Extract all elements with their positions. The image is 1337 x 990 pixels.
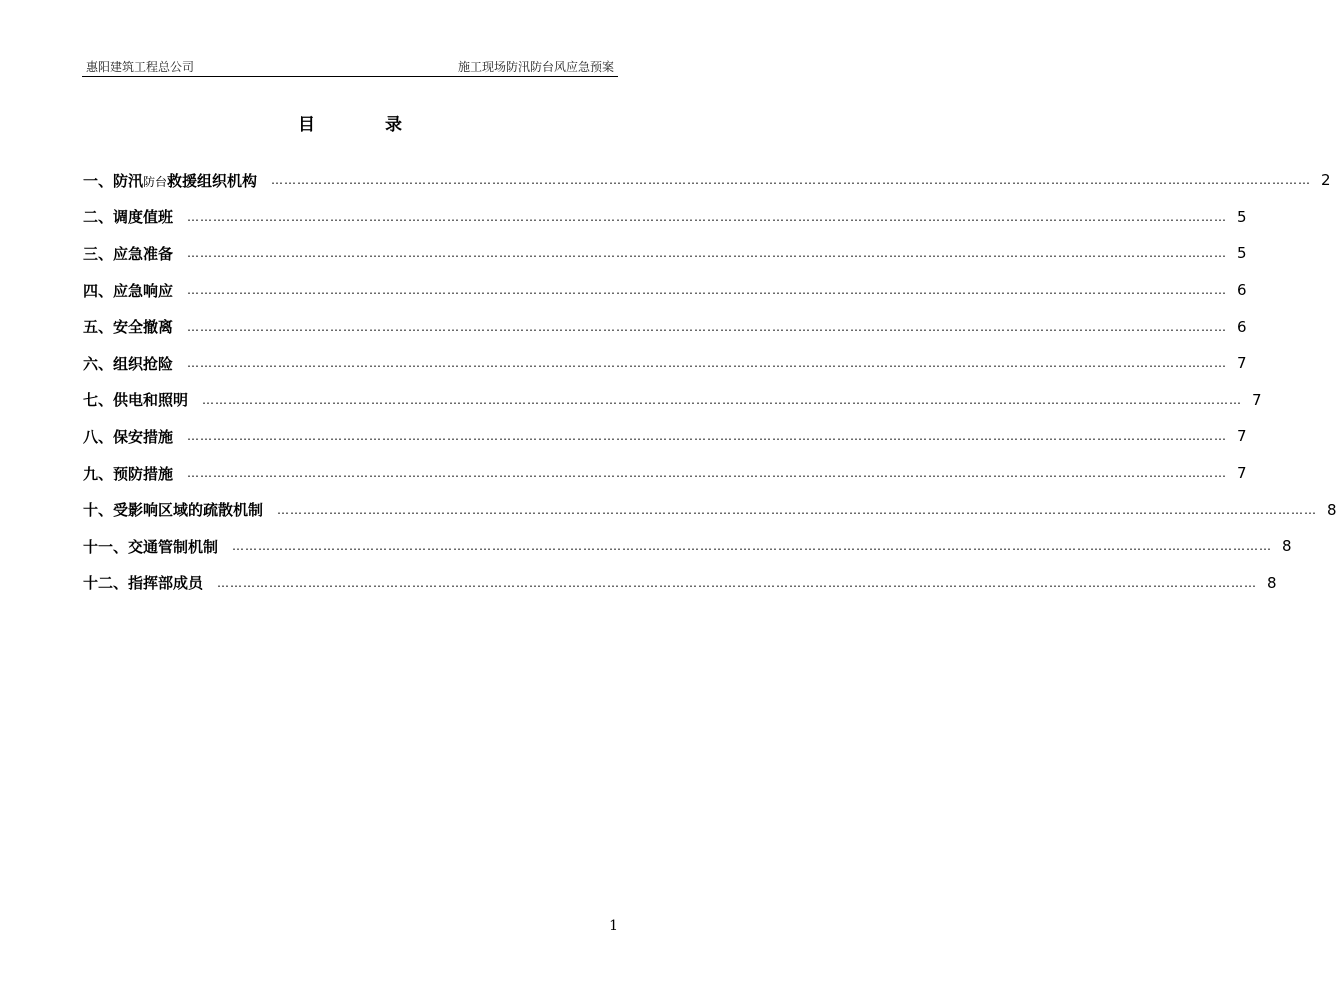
toc-page-number: 7 (1252, 390, 1262, 409)
toc-entry-text: 十一、交通管制机制 (83, 537, 219, 556)
toc-entry[interactable] (83, 565, 1277, 602)
toc-leader-dots: …………………………………………………………………………………………………………………………………………………………………………………………………………………… (187, 246, 1228, 261)
toc-entry-text: 十二、指挥部成员 (83, 574, 204, 593)
toc-entry-text: 七、供电和照明 (83, 391, 189, 410)
toc-entry-label (83, 499, 263, 520)
toc-page-number: 6 (1237, 281, 1247, 300)
toc-leader-dots: …………………………………………………………………………………………………………………………………………………………………………………………………………………… (187, 356, 1228, 371)
toc-page-number: 6 (1237, 317, 1247, 336)
toc-entry-label (83, 316, 173, 337)
toc-entry-text: 十、受影响区域的疏散机制 (83, 501, 264, 520)
toc-entry[interactable] (83, 345, 1247, 382)
toc-entry-text: 一、防汛 (83, 171, 144, 190)
toc-entry-label (83, 243, 173, 264)
toc-entry[interactable] (83, 199, 1247, 236)
page-header (82, 56, 618, 77)
toc-title-right: 录 (385, 115, 402, 135)
toc-entry-label (83, 206, 173, 227)
toc-leader-dots: …………………………………………………………………………………………………………………………………………………………………………………………………………………… (187, 209, 1228, 224)
toc-title-left: 目 (298, 115, 315, 135)
toc-page-number: 8 (1267, 573, 1277, 592)
toc-entry-inline-small-text: 防台 (143, 174, 168, 189)
toc-page-number: 7 (1237, 427, 1247, 446)
toc-entry[interactable] (83, 272, 1247, 309)
toc-title (0, 110, 700, 135)
toc-entry[interactable] (83, 491, 1337, 528)
toc-leader-dots: …………………………………………………………………………………………………………………………………………………………………………………………………………………… (187, 466, 1228, 481)
toc-leader-dots: …………………………………………………………………………………………………………………………………………………………………………………………………………………… (217, 575, 1258, 590)
toc-entry-text: 五、安全撤离 (83, 318, 174, 337)
toc-entry[interactable] (83, 418, 1247, 455)
toc-entry-label (83, 170, 257, 191)
toc-entry[interactable] (83, 455, 1247, 492)
toc-entry-label (83, 536, 218, 557)
toc-entry-label (83, 280, 173, 301)
page-number: 1 (609, 918, 618, 934)
toc-leader-dots: …………………………………………………………………………………………………………………………………………………………………………………………………………………… (232, 539, 1273, 554)
toc-entry-label (83, 463, 173, 484)
document-title: 施工现场防汛防台风应急预案 (457, 60, 614, 74)
company-name: 惠阳建筑工程总公司 (86, 60, 195, 74)
toc-entry-label (83, 426, 173, 447)
toc-leader-dots: …………………………………………………………………………………………………………………………………………………………………………………………………………………… (187, 283, 1228, 298)
toc-entry[interactable] (83, 382, 1262, 419)
toc-leader-dots: …………………………………………………………………………………………………………………………………………………………………………………………………………………… (187, 319, 1228, 334)
table-of-contents (83, 162, 1337, 601)
toc-entry[interactable] (83, 162, 1331, 199)
toc-page-number: 8 (1327, 500, 1337, 519)
toc-page-number: 5 (1237, 244, 1247, 263)
toc-leader-dots: …………………………………………………………………………………………………………………………………………………………………………………………………………………… (187, 429, 1228, 444)
toc-entry-text: 二、调度值班 (83, 208, 174, 227)
toc-page-number: 2 (1321, 171, 1331, 190)
toc-leader-dots: …………………………………………………………………………………………………………………………………………………………………………………………………………………… (277, 502, 1318, 517)
toc-leader-dots: …………………………………………………………………………………………………………………………………………………………………………………………………………………… (202, 392, 1243, 407)
toc-entry[interactable] (83, 528, 1292, 565)
toc-entry[interactable] (83, 235, 1247, 272)
toc-page-number: 5 (1237, 207, 1247, 226)
toc-entry-label (83, 353, 173, 374)
toc-entry-label (83, 572, 203, 593)
toc-entry-text: 八、保安措施 (83, 427, 174, 446)
toc-entry-text-continued: 救援组织机构 (167, 171, 258, 190)
toc-entry-text: 四、应急响应 (83, 281, 174, 300)
toc-entry-label (83, 389, 188, 410)
toc-entry-text: 六、组织抢险 (83, 354, 174, 373)
toc-page-number: 7 (1237, 354, 1247, 373)
toc-page-number: 7 (1237, 464, 1247, 483)
toc-entry-text: 九、预防措施 (83, 464, 174, 483)
toc-page-number: 8 (1282, 537, 1292, 556)
toc-entry-text: 三、应急准备 (83, 244, 174, 263)
toc-leader-dots: …………………………………………………………………………………………………………………………………………………………………………………………………………………… (271, 173, 1312, 188)
toc-entry[interactable] (83, 308, 1247, 345)
